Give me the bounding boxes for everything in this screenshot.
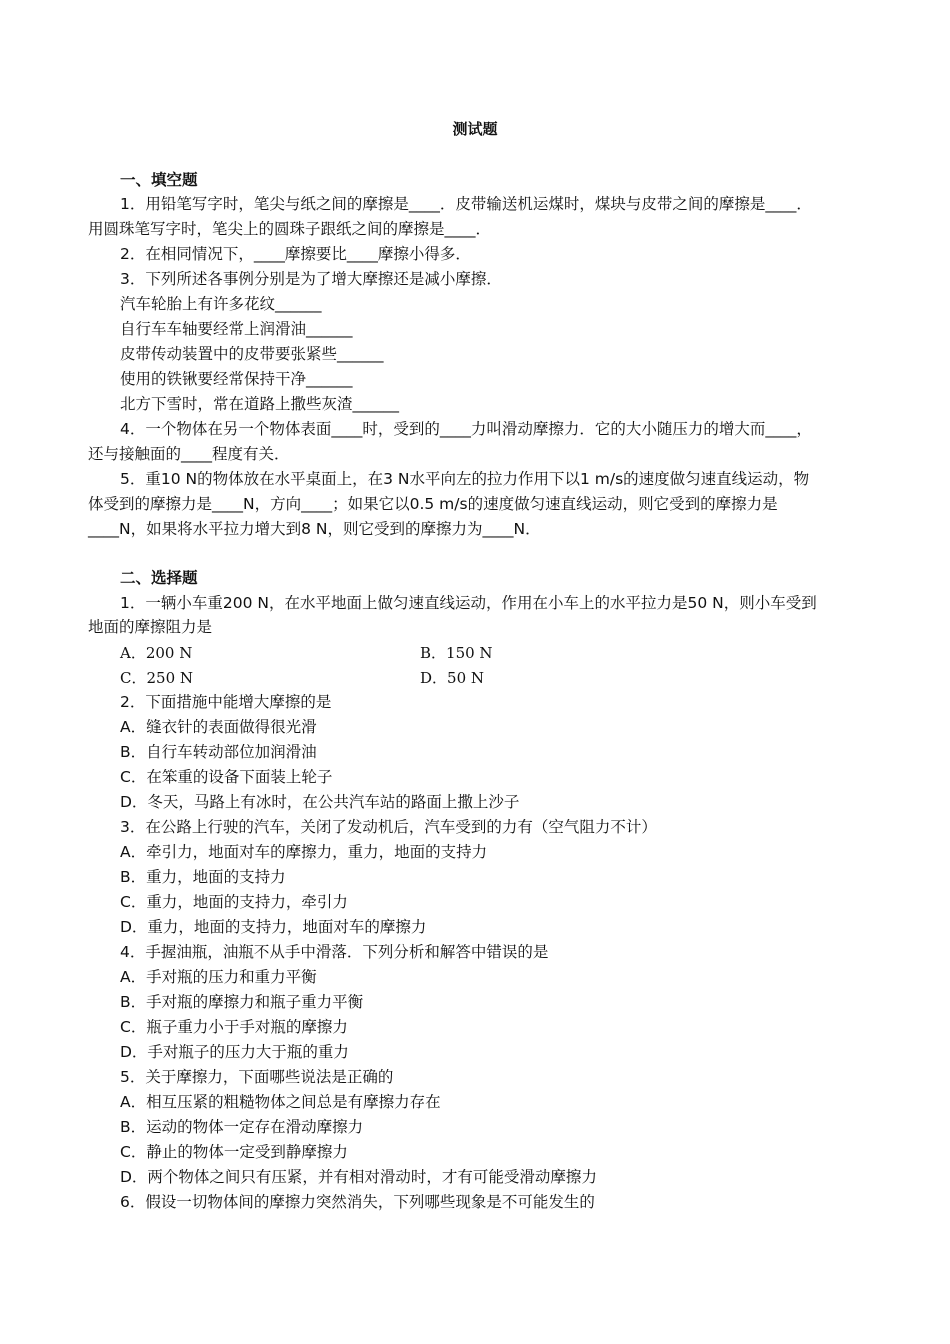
choice-option-d: D．50 N (420, 669, 485, 687)
text-line: D．重力，地面的支持力，地面对车的摩擦力 (120, 918, 427, 936)
text-line: B．自行车转动部位加润滑油 (120, 743, 317, 761)
text-line: 2．下面措施中能增大摩擦的是 (120, 693, 332, 711)
text-line: D．手对瓶子的压力大于瓶的重力 (120, 1043, 349, 1061)
text-line: 还与接触面的____程度有关． (88, 445, 290, 463)
text-line: B．运动的物体一定存在滑动摩擦力 (120, 1118, 364, 1136)
page-title: 测试题 (452, 120, 498, 138)
text-line: A．相互压紧的粗糙物体之间总是有摩擦力存在 (120, 1093, 441, 1111)
text-line: 地面的摩擦阻力是 (88, 618, 213, 636)
text-line: 2．在相同情况下，____摩擦要比____摩擦小得多． (120, 245, 471, 263)
section-heading-fill-in: 一、填空题 (120, 171, 198, 189)
text-line: C．瓶子重力小于手对瓶的摩擦力 (120, 1018, 348, 1036)
text-line: 使用的铁锹要经常保持干净______ (120, 370, 353, 388)
text-line: B．手对瓶的摩擦力和瓶子重力平衡 (120, 993, 364, 1011)
choice-option-b: B．150 N (420, 644, 493, 662)
text-line: 用圆珠笔写字时，笔尖上的圆珠子跟纸之间的摩擦是____． (88, 220, 492, 238)
text-line: A．手对瓶的压力和重力平衡 (120, 968, 317, 986)
text-line: 1．一辆小车重200 N，在水平地面上做匀速直线运动，作用在小车上的水平拉力是50 N，则小车受到 (120, 594, 817, 612)
text-line: 4．手握油瓶，油瓶不从手中滑落．下列分析和解答中错误的是 (120, 943, 549, 961)
text-line: 体受到的摩擦力是____N，方向____；如果它以0.5 m/s的速度做匀速直线运动，则它受到的摩擦力是 (88, 495, 778, 513)
text-line: 5．重10 N的物体放在水平桌面上，在3 N水平向左的拉力作用下以1 m/s的速度做匀速直线运动，物 (120, 470, 810, 488)
text-line: 北方下雪时，常在道路上撒些灰渣______ (120, 395, 400, 413)
text-line: A．牵引力，地面对车的摩擦力，重力，地面的支持力 (120, 843, 488, 861)
text-line: ____N，如果将水平拉力增大到8 N，则它受到的摩擦力为____N． (88, 520, 541, 538)
text-line: 5．关于摩擦力，下面哪些说法是正确的 (120, 1068, 394, 1086)
text-line: 皮带传动装置中的皮带要张紧些______ (120, 345, 384, 363)
text-line: D．两个物体之间只有压紧，并有相对滑动时，才有可能受滑动摩擦力 (120, 1168, 597, 1186)
text-line: D．冬天，马路上有冰时，在公共汽车站的路面上撒上沙子 (120, 793, 520, 811)
text-line: 自行车车轴要经常上润滑油______ (120, 320, 353, 338)
text-line: 3．下列所述各事例分别是为了增大摩擦还是减小摩擦． (120, 270, 502, 288)
text-line: 6．假设一切物体间的摩擦力突然消失，下列哪些现象是不可能发生的 (120, 1193, 595, 1211)
text-line: 汽车轮胎上有许多花纹______ (120, 295, 322, 313)
text-line: C．静止的物体一定受到静摩擦力 (120, 1143, 348, 1161)
choice-option-c: C．250 N (120, 669, 194, 687)
text-line: C．在笨重的设备下面装上轮子 (120, 768, 333, 786)
section-heading-multiple-choice: 二、选择题 (120, 569, 198, 587)
text-line: C．重力，地面的支持力，牵引力 (120, 893, 348, 911)
text-line: A．缝衣针的表面做得很光滑 (120, 718, 317, 736)
text-line: 3．在公路上行驶的汽车，关闭了发动机后，汽车受到的力有（空气阻力不计） (120, 818, 657, 836)
text-line: B．重力，地面的支持力 (120, 868, 286, 886)
text-line: 1．用铅笔写字时，笔尖与纸之间的摩擦是____．皮带输送机运煤时，煤块与皮带之间的摩擦是____． (120, 195, 812, 213)
text-line: 4．一个物体在另一个物体表面____时，受到的____力叫滑动摩擦力．它的大小随压力的增大而____， (120, 420, 812, 438)
choice-option-a: A．200 N (120, 644, 193, 662)
